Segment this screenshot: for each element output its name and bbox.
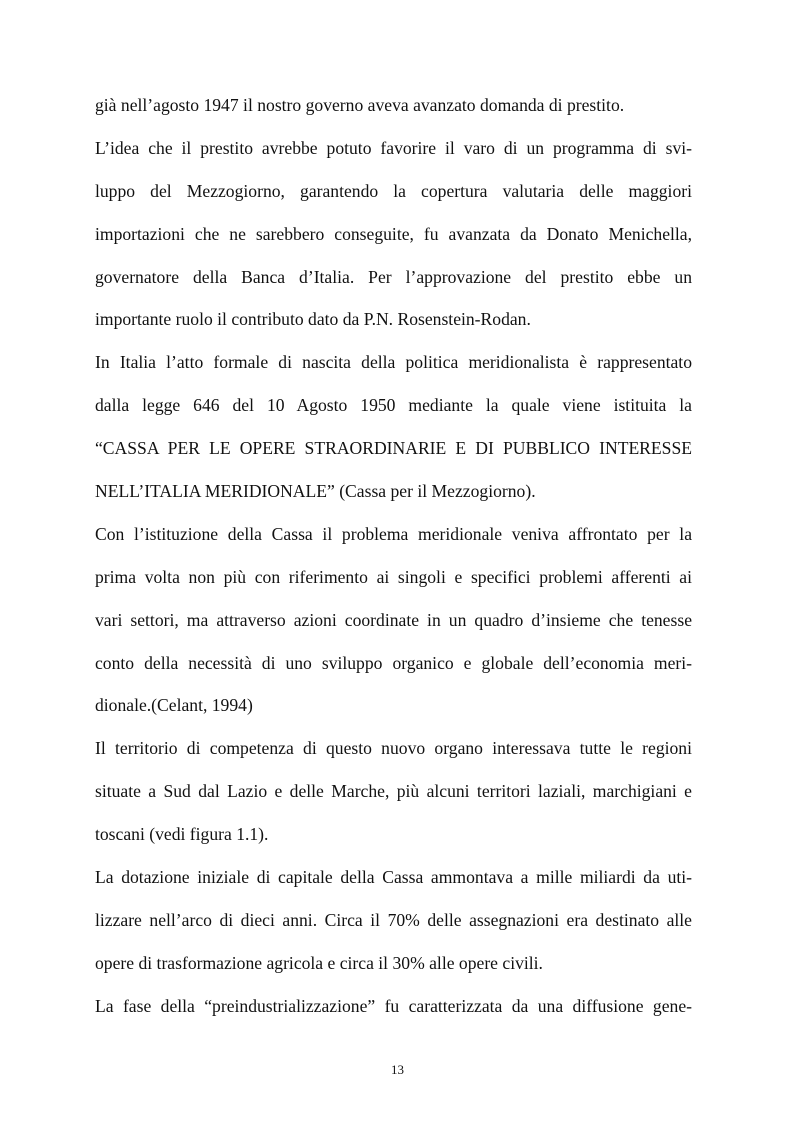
text-line: prima volta non più con riferimento ai singoli e specifici problemi afferenti ai xyxy=(95,566,692,587)
text-line: opere di trasformazione agricola e circa il 30% alle opere civili. xyxy=(95,952,543,973)
text-line: conto della necessità di uno sviluppo organico e globale dell’economia meri- xyxy=(95,652,692,673)
text-line: dalla legge 646 del 10 Agosto 1950 mediante la quale viene istituita la xyxy=(95,395,692,416)
text-line: “CASSA PER LE OPERE STRAORDINARIE E DI PUBBLICO INTERESSE xyxy=(95,438,692,459)
text-line: Il territorio di competenza di questo nuovo organo interessava tutte le regioni xyxy=(95,738,692,759)
text-line: NELL’ITALIA MERIDIONALE” (Cassa per il Mezzogiorno). xyxy=(95,481,536,502)
text-line: situate a Sud dal Lazio e delle Marche, più alcuni territori laziali, marchigiani e xyxy=(95,781,692,802)
text-line: toscani (vedi figura 1.1). xyxy=(95,824,269,845)
text-line: importante ruolo il contributo dato da P.N. Rosenstein-Rodan. xyxy=(95,309,531,330)
text-line: già nell’agosto 1947 il nostro governo aveva avanzato domanda di prestito. xyxy=(95,95,625,115)
text-line: governatore della Banca d’Italia. Per l’approvazione del prestito ebbe un xyxy=(95,266,692,287)
page-number: 13 xyxy=(391,1062,404,1077)
document-body xyxy=(95,84,692,1028)
text-line: Con l’istituzione della Cassa il problema meridionale veniva affrontato per la xyxy=(95,523,692,544)
text-line: L’idea che il prestito avrebbe potuto favorire il varo di un programma di svi- xyxy=(95,137,692,158)
text-line: dionale.(Celant, 1994) xyxy=(95,695,253,716)
text-line: La fase della “preindustrializzazione” fu caratterizzata da una diffusione gene- xyxy=(95,995,692,1016)
text-line: luppo del Mezzogiorno, garantendo la copertura valutaria delle maggiori xyxy=(95,180,692,201)
text-line: importazioni che ne sarebbero conseguite, fu avanzata da Donato Menichella, xyxy=(95,223,692,244)
text-line: vari settori, ma attraverso azioni coordinate in un quadro d’insieme che tenesse xyxy=(95,609,692,630)
text-line: lizzare nell’arco di dieci anni. Circa il 70% delle assegnazioni era destinato alle xyxy=(95,909,692,930)
text-line: In Italia l’atto formale di nascita della politica meridionalista è rappresentato xyxy=(95,352,692,373)
text-line: La dotazione iniziale di capitale della Cassa ammontava a mille miliardi da uti- xyxy=(95,867,692,888)
